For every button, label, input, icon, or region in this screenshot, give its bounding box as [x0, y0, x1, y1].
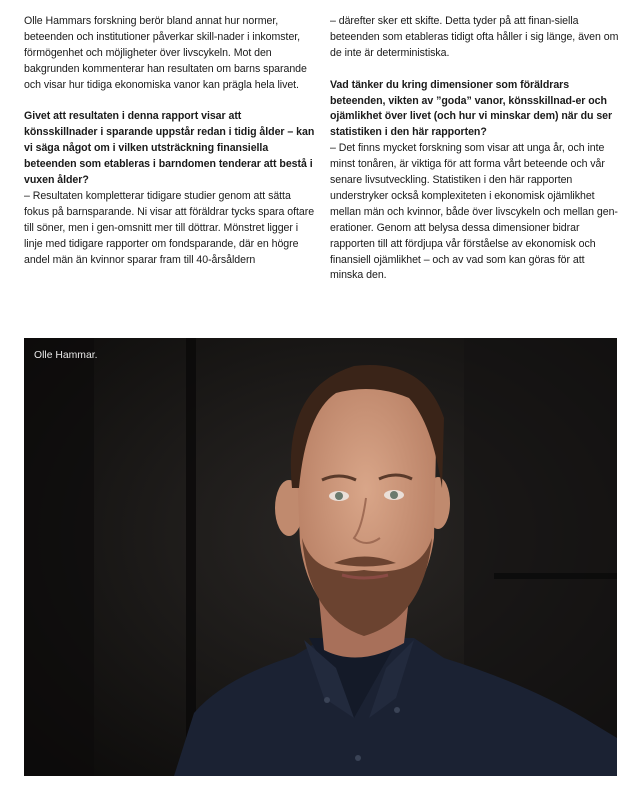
- interview-answer-1: – Resultaten kompletterar tidigare studier genom att sätta fokus på barnsparande. Ni visar att föräldrar tycks spara oftare till söner, men i gen-omsnitt mer till döttrar. Mönstret ligger i linje med tidigare rapporter om fondsparande, där en högre andel män än kvinnor sparar fram till 40-årsåldern: [24, 189, 315, 266]
- interview-answer-1-continued: – därefter sker ett skifte. Detta tyder på att finan-siella beteenden som etableras tidigt ofta håller i sig länge, även om de inte är deterministiska.: [330, 15, 619, 59]
- interview-answer-2: – Det finns mycket forskning som visar att unga år, och inte minst tonåren, är viktiga för att forma vårt beteende och vår senare livsutveckling. Statistiken i den här rapporten understryker också komplexiteten i ekonomisk ojämlikhet mellan män och kvinnor, både över livscykeln och mellan gen-erationer. Genom att belysa dessa dimensioner bidrar rapporten till att fördjupa vår förståelse av ekonomisk och finansiell ojämlikhet – och av vad som kan göras för att minska den.: [330, 142, 618, 282]
- portrait-illustration: [24, 338, 617, 776]
- photo-caption: Olle Hammar.: [34, 350, 98, 361]
- intro-paragraph: Olle Hammars forskning berör bland annat hur normer, beteenden och institutioner påverkar skill-nader i inkomster, förmögenhet och möjligheter över livscykeln. Mot den bakgrunden kommenterar han resultaten om barns sparande och visar hur tidiga ekonomiska vanor kan prägla hela livet.: [24, 15, 307, 91]
- interview-question-2: Vad tänker du kring dimensioner som föräldrars beteenden, vikten av ”goda” vanor, könsskillnad-er och ojämlikhet över livet (och hur vi minskar dem) när du ser statistiken i den här rapporten?: [330, 78, 613, 139]
- article-left-column: [24, 14, 316, 268]
- portrait-photo: [24, 338, 617, 776]
- article-right-column: [330, 14, 620, 284]
- interview-question-1: Givet att resultaten i denna rapport visar att könsskillnader i sparande uppstår redan i tidig ålder – kan vi säga något om i vilken utsträckning finansiella beteenden som etableras i barndomen tenderar att bestå i vuxen ålder?: [24, 110, 315, 187]
